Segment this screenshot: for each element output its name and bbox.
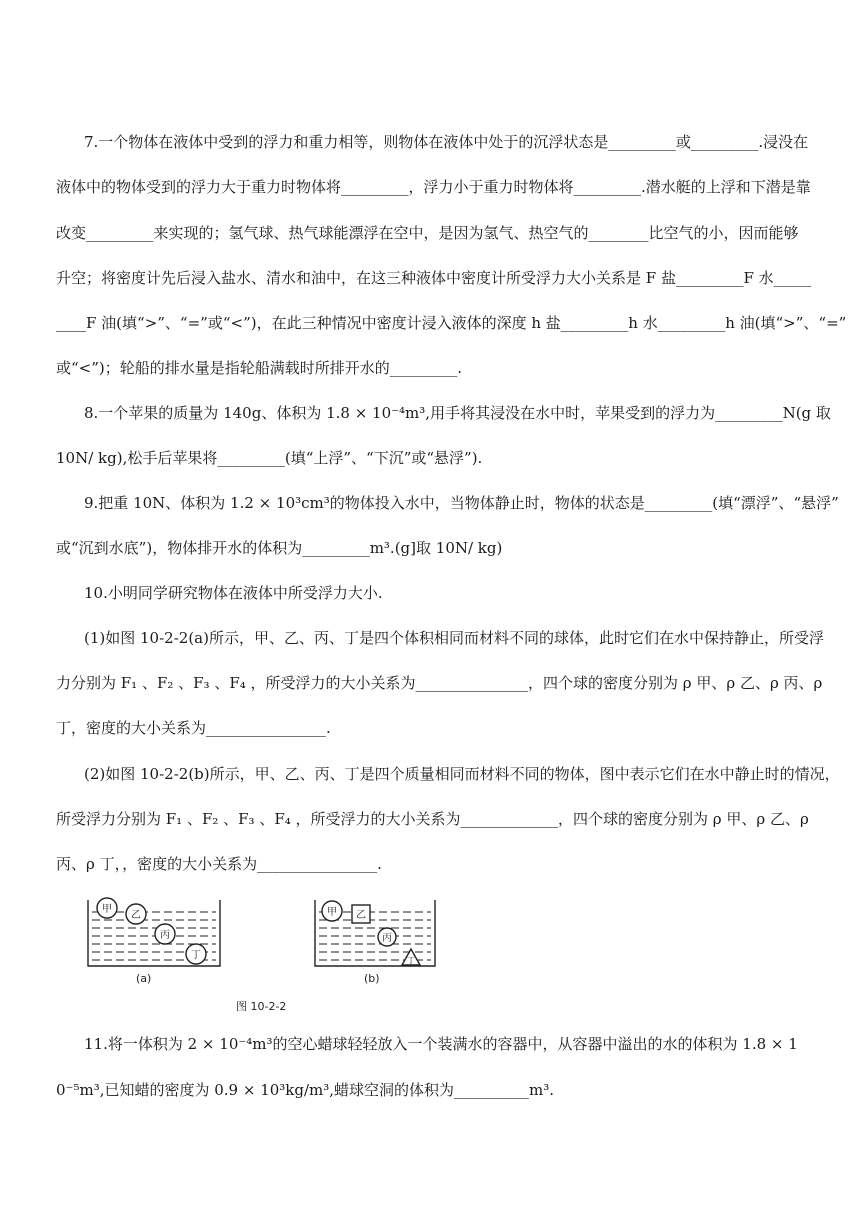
q8-line-1: 8.一个苹果的质量为 140g、体积为 1.8 × 10⁻⁴m³,用手将其浸没在水中时，苹果受到的浮力为_________N(g 取 [84, 404, 831, 422]
q7-line-2: 液体中的物体受到的浮力大于重力时物体将_________，浮力小于重力时物体将_________.潜水艇的上浮和下潜是靠 [56, 178, 811, 196]
q7-line-4: 升空；将密度计先后浸入盐水、清水和油中，在这三种液体中密度计所受浮力大小关系是 F 盐_________F 水_____ [56, 269, 812, 287]
label-ding-a: 丁 [191, 950, 201, 961]
q10-part1-line-2: 力分别为 F₁ 、F₂ 、F₃ 、F₄ ，所受浮力的大小关系为_______________，四个球的密度分别为 ρ 甲、ρ 乙、ρ 丙、ρ [56, 674, 823, 692]
label-ding-b: 丁 [407, 956, 415, 965]
q7-line-5: ____F 油(填“>”、“=”或“<”)，在此三种情况中密度计浸入液体的深度 h 盐_________h 水_________h 油(填“>”、“=” [56, 314, 847, 332]
q8-line-2: 10N/ kg),松手后苹果将_________(填“上浮”、“下沉”或“悬浮”). [56, 449, 483, 467]
q10-part2-line-3: 丙、ρ 丁，，密度的大小关系为________________. [56, 855, 382, 873]
q11-line-2: 0⁻⁵m³,已知蜡的密度为 0.9 × 10³kg/m³,蜡球空洞的体积为__________m³. [56, 1081, 555, 1099]
label-yi-a: 乙 [131, 910, 141, 921]
q10-part1-line-3: 丁，密度的大小关系为________________. [56, 719, 331, 737]
q10-part2-line-2: 所受浮力分别为 F₁ 、F₂ 、F₃ 、F₄ ，所受浮力的大小关系为_____________，四个球的密度分别为 ρ 甲、ρ 乙、ρ [56, 810, 809, 828]
label-jia-b: 甲 [327, 907, 337, 918]
label-bing-b: 丙 [382, 933, 392, 944]
label-bing-a: 丙 [160, 930, 170, 941]
q7-line-3: 改变_________来实现的；氢气球、热气球能漂浮在空中，是因为氢气、热空气的________比空气的小，因而能够 [56, 224, 799, 242]
label-yi-b: 乙 [356, 910, 366, 921]
q7-line-6: 或“<”)；轮船的排水量是指轮船满载时所排开水的_________. [56, 359, 463, 377]
q11-line-1: 11.将一体积为 2 × 10⁻⁴m³的空心蜡球轻轻放入一个装满水的容器中，从容器中溢出的水的体积为 1.8 × 1 [84, 1035, 798, 1053]
figure-title: 图 10-2-2 [236, 1000, 287, 1013]
q7-line-1: 7.一个物体在液体中受到的浮力和重力相等，则物体在液体中处于的沉浮状态是_________或_________.浸没在 [84, 133, 809, 151]
q9-line-2: 或“沉到水底”)，物体排开水的体积为_________m³.(g]取 10N/ kg) [56, 539, 503, 557]
q9-line-1: 9.把重 10N、体积为 1.2 × 10³cm³的物体投入水中，当物体静止时，物体的状态是_________(填“漂浮”、“悬浮” [84, 494, 839, 512]
q10-heading: 10.小明同学研究物体在液体中所受浮力大小. [84, 584, 383, 602]
caption-b: (b) [364, 972, 380, 985]
figure-10-2-2 [80, 892, 460, 1016]
q10-part1-line-1: (1)如图 10-2-2(a)所示，甲、乙、丙、丁是四个体积相同而材料不同的球体，此时它们在水中保持静止，所受浮 [84, 629, 824, 647]
q10-part2-line-1: (2)如图 10-2-2(b)所示，甲、乙、丙、丁是四个质量相同而材料不同的物体，图中表示它们在水中静止时的情况， [84, 765, 840, 783]
caption-a: (a) [136, 972, 152, 985]
label-jia-a: 甲 [102, 904, 112, 915]
